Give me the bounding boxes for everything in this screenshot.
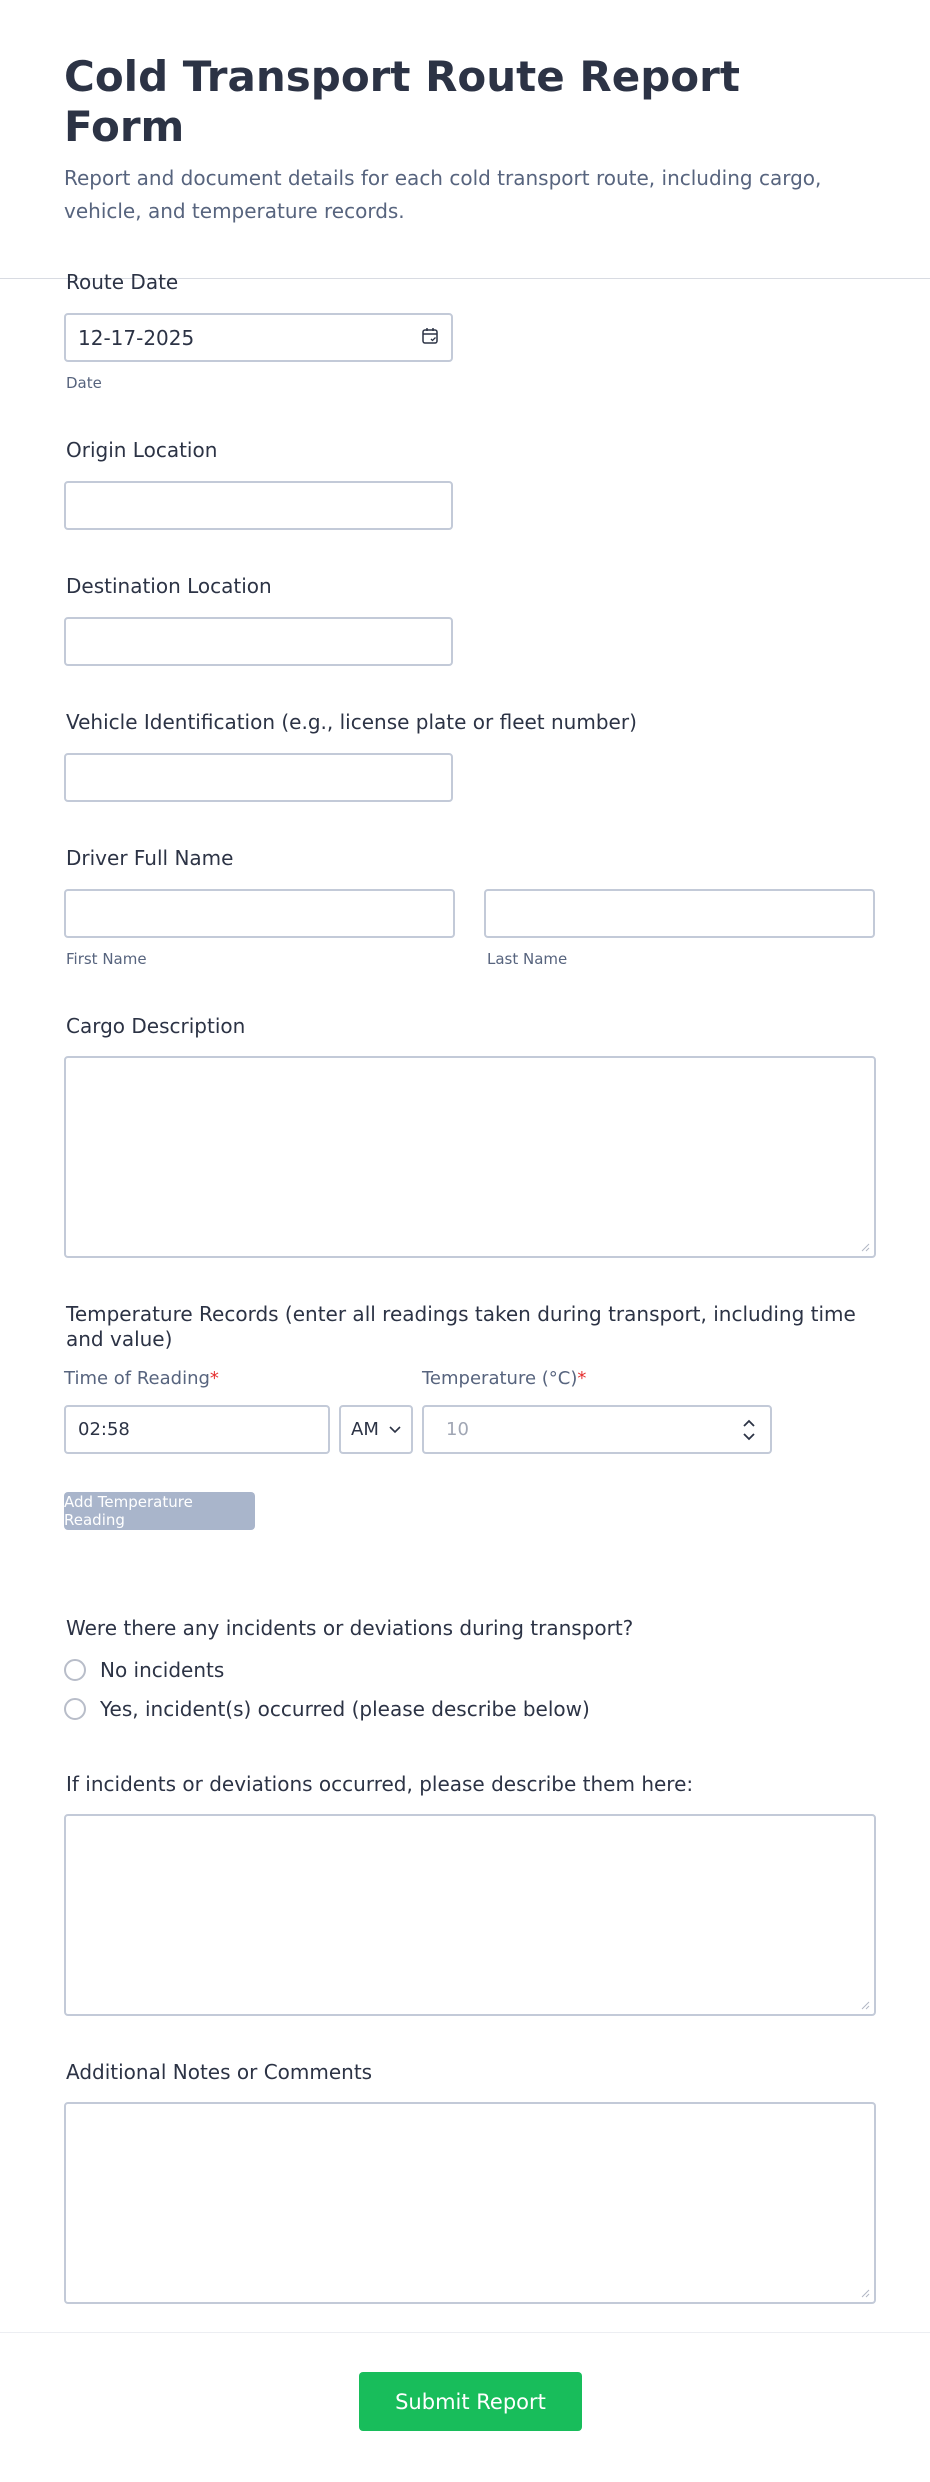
route-date-label: Route Date (66, 270, 179, 294)
last-name-sublabel: Last Name (487, 950, 568, 968)
radio-no-incidents[interactable] (64, 1658, 224, 1682)
resize-grip-icon[interactable] (860, 2000, 870, 2010)
temperature-placeholder: 10 (446, 1419, 469, 1440)
destination-input[interactable] (64, 617, 453, 666)
temperature-input[interactable] (422, 1405, 772, 1454)
resize-grip-icon[interactable] (860, 1242, 870, 1252)
route-date-sublabel: Date (66, 374, 102, 392)
route-date-input[interactable] (64, 313, 453, 362)
driver-label: Driver Full Name (66, 846, 234, 870)
notes-label: Additional Notes or Comments (66, 2060, 373, 2084)
incident-description-label: If incidents or deviations occurred, please describe them here: (66, 1772, 694, 1796)
driver-first-name-input[interactable] (64, 889, 455, 938)
required-mark: * (209, 1368, 219, 1389)
radio-circle-icon[interactable] (64, 1659, 86, 1681)
time-of-reading-label (64, 1368, 219, 1389)
radio-circle-icon[interactable] (64, 1698, 86, 1720)
form-header (0, 0, 930, 279)
ampm-value: AM (351, 1419, 379, 1440)
radio-option-label: Yes, incident(s) occurred (please describe below) (100, 1697, 590, 1721)
origin-label: Origin Location (66, 438, 218, 462)
temperature-records-label: Temperature Records (enter all readings taken during transport, including time and value) (66, 1302, 856, 1351)
add-temperature-reading-button[interactable]: Add Temperature Reading (64, 1492, 255, 1530)
stepper-icon[interactable] (742, 1416, 756, 1444)
footer-divider (0, 2332, 930, 2333)
cargo-textarea[interactable] (64, 1056, 876, 1258)
temperature-value-label (422, 1368, 586, 1389)
radio-yes-incidents[interactable] (64, 1697, 590, 1721)
destination-label: Destination Location (66, 574, 272, 598)
time-of-reading-text: Time of Reading (64, 1368, 210, 1389)
temperature-value-text: Temperature (°C) (422, 1368, 578, 1389)
resize-grip-icon[interactable] (860, 2288, 870, 2298)
vehicle-input[interactable] (64, 753, 453, 802)
route-date-field (64, 270, 178, 294)
vehicle-label: Vehicle Identification (e.g., license plate or fleet number) (66, 710, 637, 734)
driver-last-name-input[interactable] (484, 889, 875, 938)
route-date-value: 12-17-2025 (78, 325, 195, 350)
radio-option-label: No incidents (100, 1658, 225, 1682)
origin-input[interactable] (64, 481, 453, 530)
time-of-reading-input[interactable]: 02:58 (64, 1405, 330, 1454)
first-name-sublabel: First Name (66, 950, 147, 968)
form-title: Cold Transport Route Report Form (64, 52, 740, 151)
ampm-select[interactable] (339, 1405, 413, 1454)
notes-textarea[interactable] (64, 2102, 876, 2304)
form-description: Report and document details for each cold transport route, including cargo, vehicle, and temperature records. (64, 166, 822, 223)
required-mark: * (577, 1368, 587, 1389)
chevron-down-icon (389, 1426, 401, 1434)
incident-description-textarea[interactable] (64, 1814, 876, 2016)
calendar-icon[interactable] (421, 326, 439, 350)
cargo-label: Cargo Description (66, 1014, 246, 1038)
submit-report-button[interactable]: Submit Report (359, 2372, 582, 2431)
incidents-label: Were there any incidents or deviations during transport? (66, 1616, 634, 1640)
